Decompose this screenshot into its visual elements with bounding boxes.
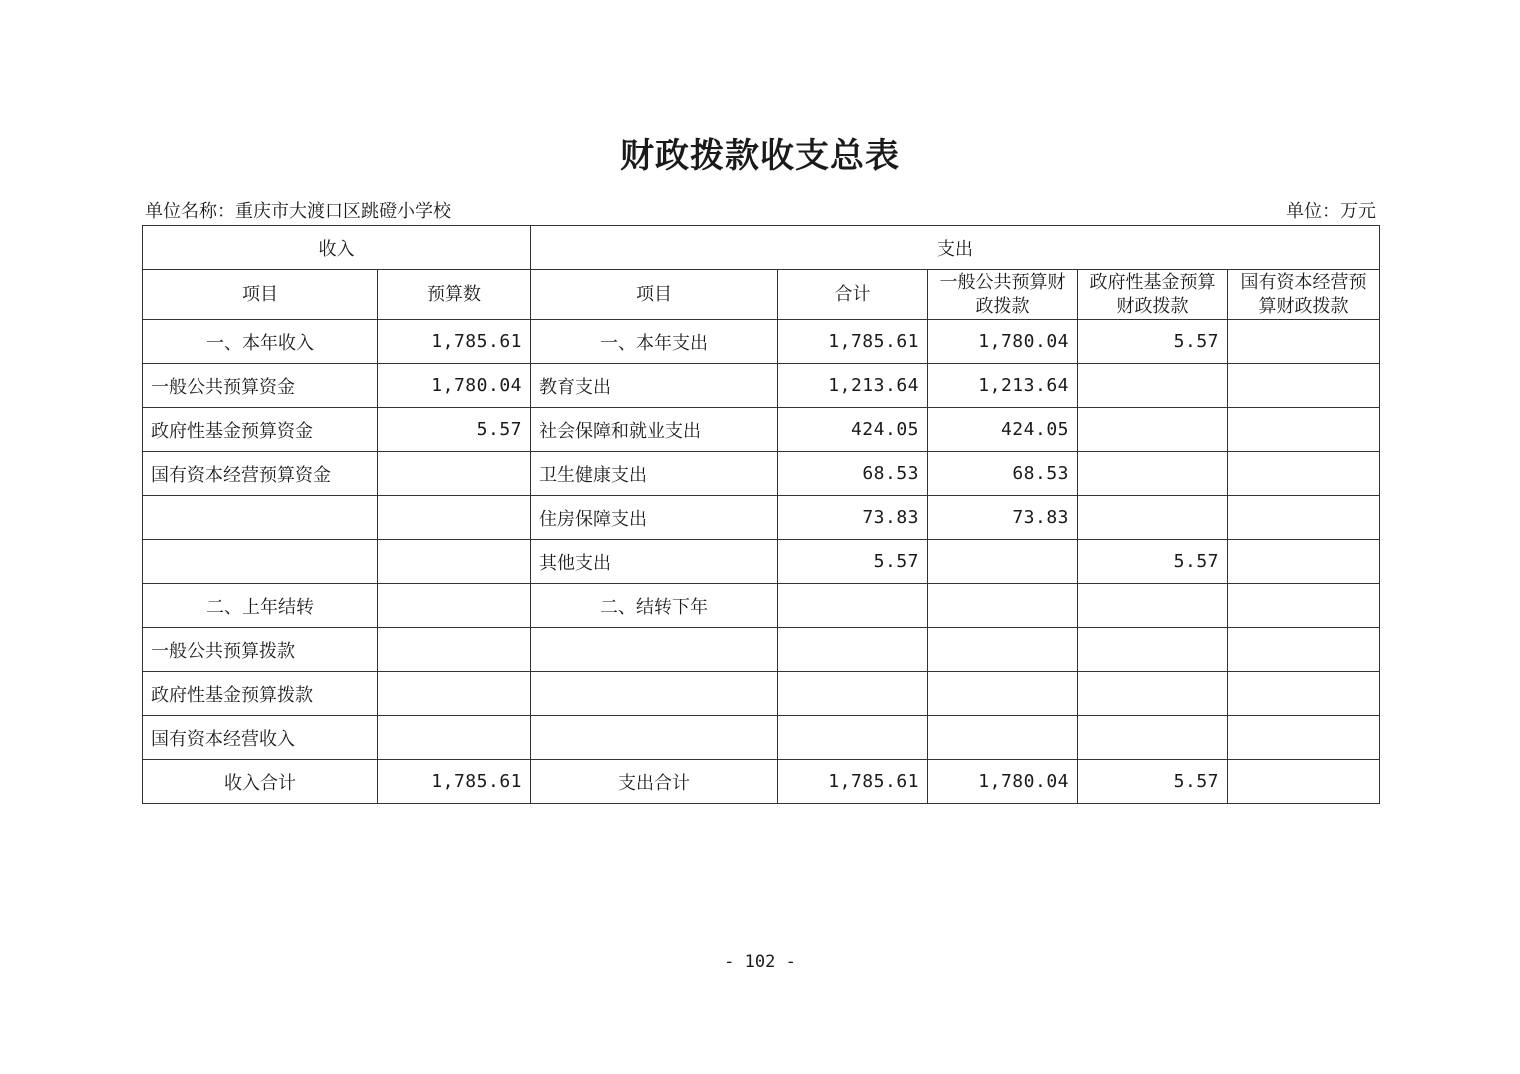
income-item-cell: 政府性基金预算资金 [143,408,378,452]
income-amount-cell [378,716,531,760]
table-row [143,320,1380,364]
expense-item-cell [531,628,778,672]
total-cell [778,584,928,628]
group-header-row [143,226,1380,270]
total-cell: 73.83 [778,496,928,540]
expense-item-cell: 支出合计 [531,760,778,804]
table-row [143,628,1380,672]
total-cell: 5.57 [778,540,928,584]
state-capital-cell [1228,320,1380,364]
table-row [143,716,1380,760]
budget-table [142,225,1380,804]
expense-item-cell: 社会保障和就业支出 [531,408,778,452]
total-cell: 1,213.64 [778,364,928,408]
total-cell [778,716,928,760]
income-amount-cell: 5.57 [378,408,531,452]
total-header: 合计 [778,270,928,320]
income-amount-cell [378,628,531,672]
income-item-cell: 一般公共预算资金 [143,364,378,408]
total-cell [778,628,928,672]
general-public-cell: 73.83 [928,496,1078,540]
unit-label: 单位：万元 [1286,201,1376,222]
gov-fund-cell [1078,716,1228,760]
gov-fund-cell [1078,628,1228,672]
expense-item-cell: 卫生健康支出 [531,452,778,496]
gov-fund-cell [1078,584,1228,628]
expense-item-cell: 一、本年支出 [531,320,778,364]
income-item-cell: 一、本年收入 [143,320,378,364]
state-capital-cell [1228,452,1380,496]
general-public-cell: 1,780.04 [928,760,1078,804]
income-item-cell: 国有资本经营收入 [143,716,378,760]
table-row [143,760,1380,804]
general-public-cell: 68.53 [928,452,1078,496]
table-row [143,408,1380,452]
gov-fund-cell [1078,672,1228,716]
expense-item-cell: 二、结转下年 [531,584,778,628]
gov-fund-cell: 5.57 [1078,540,1228,584]
income-amount-cell: 1,780.04 [378,364,531,408]
table-row [143,584,1380,628]
total-cell: 1,785.61 [778,320,928,364]
expense-item-cell [531,672,778,716]
general-public-header: 一般公共预算财政拨款 [928,270,1078,320]
gov-fund-cell [1078,408,1228,452]
income-amount-cell [378,672,531,716]
income-item-header: 项目 [143,270,378,320]
table-row [143,672,1380,716]
income-item-cell: 国有资本经营预算资金 [143,452,378,496]
total-cell: 1,785.61 [778,760,928,804]
gov-fund-cell [1078,496,1228,540]
general-public-cell [928,540,1078,584]
income-item-cell: 二、上年结转 [143,584,378,628]
income-amount-cell: 1,785.61 [378,320,531,364]
income-amount-cell [378,452,531,496]
table-row [143,496,1380,540]
general-public-cell [928,628,1078,672]
gov-fund-header: 政府性基金预算财政拨款 [1078,270,1228,320]
state-capital-header: 国有资本经营预算财政拨款 [1228,270,1380,320]
income-amount-cell [378,496,531,540]
income-item-cell: 政府性基金预算拨款 [143,672,378,716]
page-number: - 102 - [724,952,796,972]
table-row [143,452,1380,496]
income-item-cell [143,540,378,584]
general-public-cell [928,672,1078,716]
general-public-cell [928,584,1078,628]
state-capital-cell [1228,584,1380,628]
income-amount-cell [378,584,531,628]
page-title: 财政拨款收支总表 [620,136,900,176]
expense-item-cell: 住房保障支出 [531,496,778,540]
expense-item-cell [531,716,778,760]
general-public-cell: 1,213.64 [928,364,1078,408]
state-capital-cell [1228,628,1380,672]
total-cell: 68.53 [778,452,928,496]
state-capital-cell [1228,540,1380,584]
state-capital-cell [1228,760,1380,804]
gov-fund-cell: 5.57 [1078,760,1228,804]
column-header-row [143,270,1380,320]
expense-item-cell: 教育支出 [531,364,778,408]
income-item-cell: 收入合计 [143,760,378,804]
general-public-cell [928,716,1078,760]
unit-name-label: 单位名称：重庆市大渡口区跳磴小学校 [145,201,451,222]
table-row [143,540,1380,584]
state-capital-cell [1228,716,1380,760]
general-public-cell: 1,780.04 [928,320,1078,364]
expense-item-cell: 其他支出 [531,540,778,584]
state-capital-cell [1228,496,1380,540]
income-amount-cell: 1,785.61 [378,760,531,804]
state-capital-cell [1228,672,1380,716]
total-cell [778,672,928,716]
income-amount-cell [378,540,531,584]
general-public-cell: 424.05 [928,408,1078,452]
income-budget-header: 预算数 [378,270,531,320]
total-cell: 424.05 [778,408,928,452]
gov-fund-cell [1078,452,1228,496]
expense-item-header: 项目 [531,270,778,320]
income-group-header: 收入 [143,226,531,270]
gov-fund-cell [1078,364,1228,408]
state-capital-cell [1228,364,1380,408]
state-capital-cell [1228,408,1380,452]
gov-fund-cell: 5.57 [1078,320,1228,364]
income-item-cell [143,496,378,540]
table-row [143,364,1380,408]
expense-group-header: 支出 [531,226,1380,270]
income-item-cell: 一般公共预算拨款 [143,628,378,672]
